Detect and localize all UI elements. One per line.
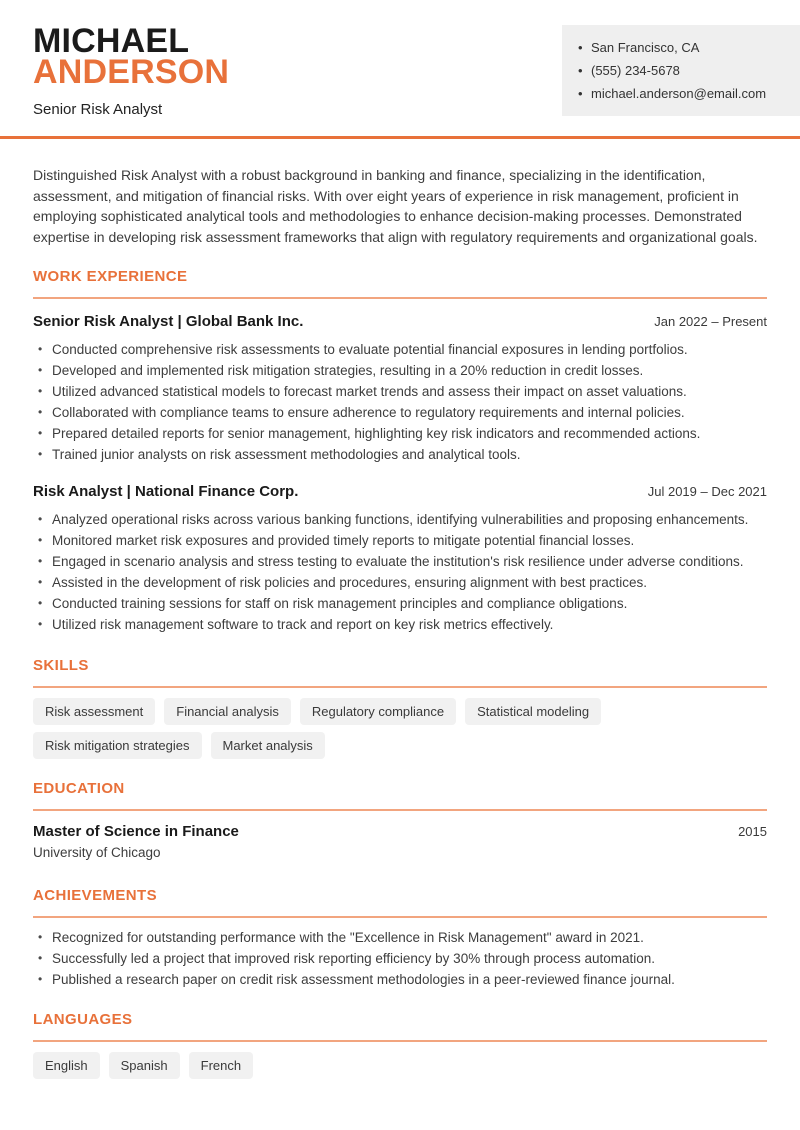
school-name: University of Chicago bbox=[33, 845, 161, 860]
education-entry bbox=[33, 823, 767, 860]
job-bullet: • Conducted training sessions for staff on risk management principles and compliance obligations. bbox=[33, 593, 767, 614]
section-work-experience bbox=[33, 268, 767, 635]
job-title: Senior Risk Analyst | Global Bank Inc. bbox=[33, 313, 304, 330]
degree-name: Master of Science in Finance bbox=[33, 823, 239, 840]
job-bullet: • Trained junior analysts on risk assessment methodologies and analytical tools. bbox=[33, 444, 767, 465]
contact-location bbox=[578, 36, 790, 59]
job-header bbox=[33, 313, 767, 330]
job-entry bbox=[33, 313, 767, 465]
header-divider bbox=[0, 136, 800, 139]
header-job-title: Senior Risk Analyst bbox=[33, 101, 163, 118]
education-header bbox=[33, 823, 767, 840]
contact-email bbox=[578, 82, 790, 105]
graduation-year: 2015 bbox=[738, 824, 767, 839]
job-bullet: • Utilized risk management software to track and report on key risk metrics effectively. bbox=[33, 614, 767, 635]
job-bullet: • Monitored market risk exposures and provided timely reports to mitigate potential financial losses. bbox=[33, 530, 767, 551]
skill-tag: Regulatory compliance bbox=[300, 698, 456, 725]
resume-header bbox=[0, 0, 800, 136]
job-bullet: • Developed and implemented risk mitigation strategies, resulting in a 20% reduction in credit losses. bbox=[33, 360, 767, 381]
section-languages bbox=[33, 1011, 767, 1079]
language-tag: French bbox=[189, 1052, 253, 1079]
skill-tag: Risk mitigation strategies bbox=[33, 732, 202, 759]
job-bullet: • Utilized advanced statistical models to forecast market trends and assess their impact on asset valuations. bbox=[33, 381, 767, 402]
job-bullet: • Engaged in scenario analysis and stress testing to evaluate the institution's risk resilience under adverse conditions. bbox=[33, 551, 767, 572]
contact-list bbox=[578, 36, 790, 105]
skills-tag-list bbox=[33, 698, 767, 759]
skill-tag: Market analysis bbox=[211, 732, 325, 759]
achievements-heading: ACHIEVEMENTS bbox=[33, 887, 767, 918]
job-bullet: • Conducted comprehensive risk assessments to evaluate potential financial exposures in lending portfolios. bbox=[33, 339, 767, 360]
achievement-bullet: • Published a research paper on credit risk assessment methodologies in a peer-reviewed finance journal. bbox=[33, 969, 767, 990]
job-bullet: • Collaborated with compliance teams to ensure adherence to regulatory requirements and internal policies. bbox=[33, 402, 767, 423]
achievement-bullet: • Recognized for outstanding performance with the "Excellence in Risk Management" award in 2021. bbox=[33, 927, 767, 948]
skills-heading: SKILLS bbox=[33, 657, 767, 688]
job-bullet-list bbox=[33, 509, 767, 635]
languages-tag-list bbox=[33, 1052, 767, 1079]
job-bullet: • Assisted in the development of risk policies and procedures, ensuring alignment with best practices. bbox=[33, 572, 767, 593]
bullet-icon: • bbox=[578, 63, 583, 78]
last-name: ANDERSON bbox=[33, 53, 230, 91]
contact-phone bbox=[578, 59, 790, 82]
bullet-icon: • bbox=[578, 40, 583, 55]
job-header bbox=[33, 483, 767, 500]
languages-heading: LANGUAGES bbox=[33, 1011, 767, 1042]
job-bullet-list bbox=[33, 339, 767, 465]
first-name: MICHAEL bbox=[33, 22, 190, 60]
job-title: Risk Analyst | National Finance Corp. bbox=[33, 483, 299, 500]
contact-email-text: michael.anderson@email.com bbox=[591, 86, 767, 101]
job-dates: Jul 2019 – Dec 2021 bbox=[647, 484, 767, 499]
skill-tag: Risk assessment bbox=[33, 698, 155, 725]
education-heading: EDUCATION bbox=[33, 780, 767, 811]
job-dates: Jan 2022 – Present bbox=[654, 314, 767, 329]
language-tag: English bbox=[33, 1052, 100, 1079]
contact-location-text: San Francisco, CA bbox=[591, 40, 700, 55]
achievement-bullet: • Successfully led a project that improved risk reporting efficiency by 30% through process automation. bbox=[33, 948, 767, 969]
work-experience-heading: WORK EXPERIENCE bbox=[33, 268, 767, 299]
job-bullet: • Analyzed operational risks across various banking functions, identifying vulnerabilities and proposing enhancements. bbox=[33, 509, 767, 530]
job-bullet: • Prepared detailed reports for senior management, highlighting key risk indicators and recommended actions. bbox=[33, 423, 767, 444]
contact-phone-text: (555) 234-5678 bbox=[591, 63, 680, 78]
contact-card bbox=[562, 25, 800, 116]
section-education bbox=[33, 780, 767, 860]
job-entry bbox=[33, 483, 767, 635]
section-skills bbox=[33, 657, 767, 759]
summary-paragraph: Distinguished Risk Analyst with a robust background in banking and finance, specializing in the identification, assessment, and mitigation of financial risks. With over eight years of experience in risk management, proficient in employing sophisticated analytical tools and methodologies to enhance decision-making processes. Demonstrated expertise in developing risk assessment frameworks that align with regulatory requirements and organizational goals. bbox=[33, 167, 758, 245]
achievements-list bbox=[33, 927, 767, 990]
section-achievements bbox=[33, 887, 767, 990]
language-tag: Spanish bbox=[109, 1052, 180, 1079]
skill-tag: Statistical modeling bbox=[465, 698, 601, 725]
skill-tag: Financial analysis bbox=[164, 698, 291, 725]
bullet-icon: • bbox=[578, 86, 583, 101]
resume-body bbox=[0, 165, 800, 1079]
